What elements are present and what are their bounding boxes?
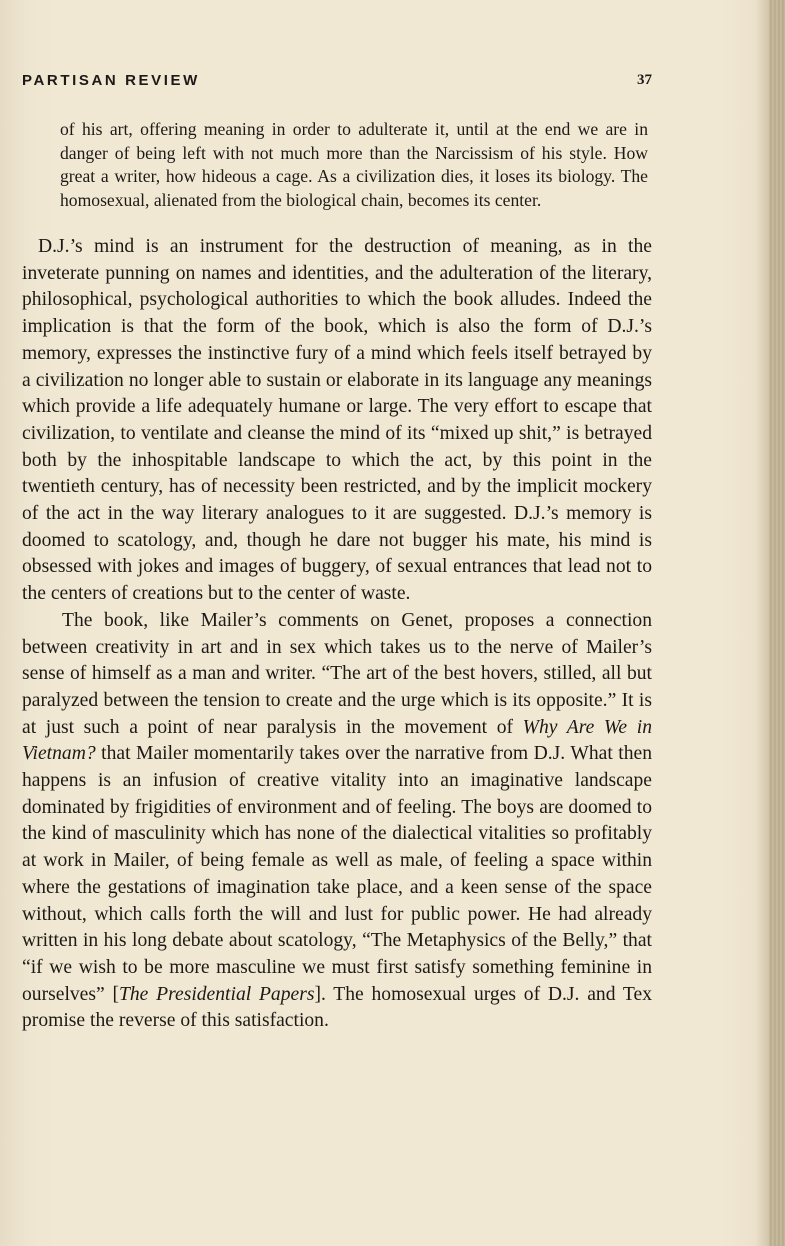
page-gutter-edge — [769, 0, 785, 1246]
paragraph-2-part-1: The book, like Mailer’s comments on Genet, proposes a connection between creativity in art and in sex which takes us to the nerve of Mailer’s sense of himself as a man and writer. “The art of the best hovers, stilled, all but paralyzed between the tension to create and the urge which is its opposite.” It is at just such a point of near paralysis in the movement of — [22, 609, 652, 738]
page-number: 37 — [637, 72, 652, 88]
paragraph-1: D.J.’s mind is an instrument for the destruction of meaning, as in the inveterate punning on names and identities, and the adulteration of the literary, philosophical, psychological authorities to which the book alludes. Indeed the implication is that the form of the book, which is also the form of D.J.’s memory, expresses the instinctive fury of a mind which feels itself betrayed by a civilization no longer able to sustain or elaborate in its language any meanings which provide a life adequately humane or large. The very effort to escape that civilization, to ventilate and cleanse the mind of its “mixed up shit,” is betrayed both by the inhospitable landscape to which the act, by this point in the twentieth century, has of necessity been restricted, and by the implicit mockery of the act in the way literary analogues to it are suggested. D.J.’s memory is doomed to scatology, and, though he dare not bugger his mate, his mind is obsessed with jokes and images of buggery, of sexual entrances that lead not to the centers of creations but to the center of waste. — [22, 236, 652, 605]
body-text — [22, 234, 652, 1035]
book-title-presidential-papers: The Presidential Papers — [118, 983, 315, 1005]
block-quote — [60, 118, 648, 212]
book-title-vietnam: Why Are We in Vietnam? — [22, 716, 652, 765]
paragraph-2 — [22, 608, 652, 1035]
block-quote-text: of his art, offering meaning in order to adulterate it, until at the end we are in danger of being left with not much more than the Narcissism of his style. How great a writer, how hideous a cage. As a civilization dies, it loses its biology. The homosexual, alienated from the biological chain, becomes its center. — [60, 119, 648, 210]
running-head — [22, 72, 652, 94]
paragraph-2-part-2: that Mailer momentarily takes over the narrative from D.J. What then happens is an infusion of creative vitality into an imaginative landscape dominated by frigidities of environment and of feeling. The boys are doomed to the kind of masculinity which has none of the dialectical vitalities so profitably at work in Mailer, of being female as well as male, of feeling a space within where the gestations of imagination take place, and a keen sense of the space without, which calls forth the will and lust for public power. He had already written in his long debate about scatology, “The Metaphysics of the Belly,” that “if we wish to be more masculine we must first satisfy something feminine in ourselves” [ — [22, 743, 652, 1005]
paragraph-2-part-3: ]. The homosexual urges of D.J. and Tex promise the reverse of this satisfaction. — [22, 983, 652, 1032]
running-title: PARTISAN REVIEW — [22, 72, 200, 89]
